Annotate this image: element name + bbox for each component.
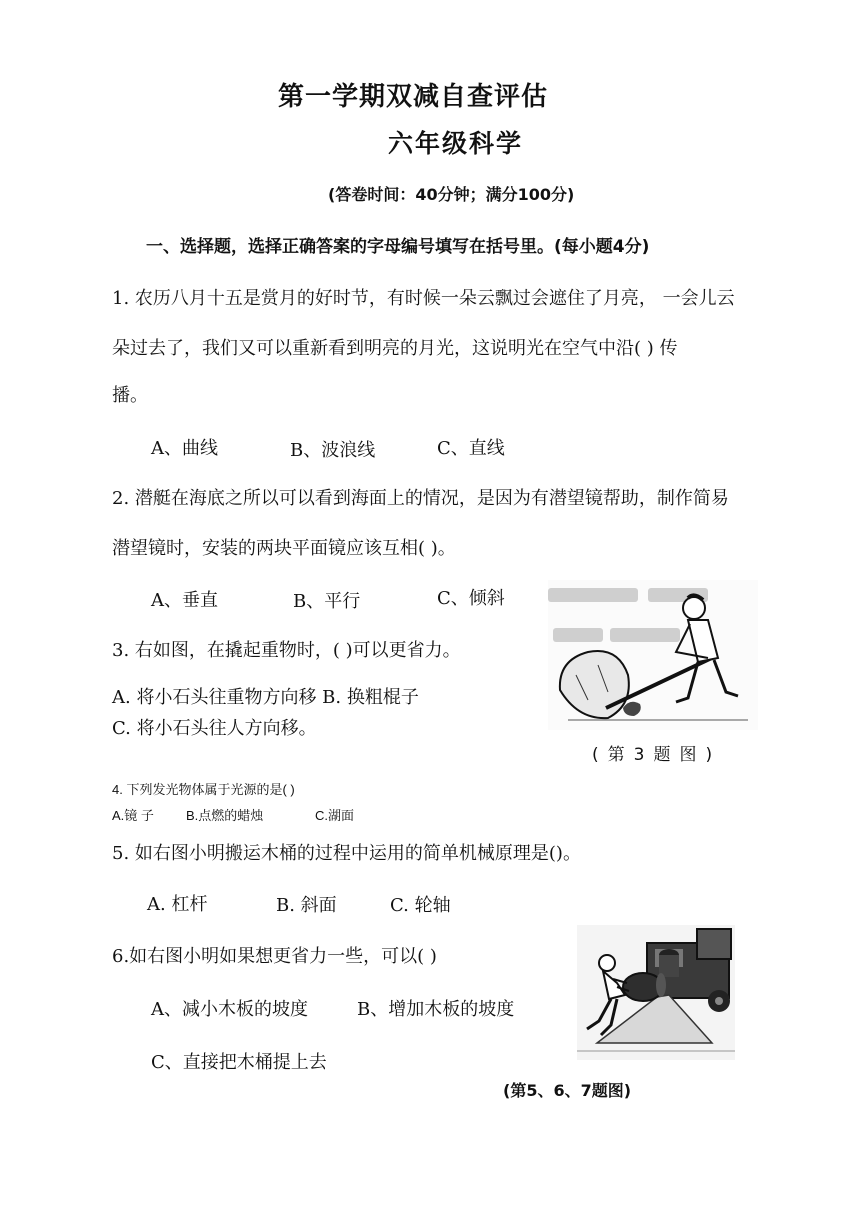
q6-option-b: B、增加木板的坡度	[357, 999, 515, 1020]
q3-option-line-1: A. 将小石头往重物方向移 B. 换粗棍子	[112, 687, 419, 708]
section-heading: 一、选择题，选择正确答案的字母编号填写在括号里。(每小题4分)	[146, 237, 650, 257]
q4-option-c: C.湖面	[315, 808, 355, 823]
q1-line-3: 播。	[112, 385, 148, 406]
q5-line-1: 5. 如右图小明搬运木桶的过程中运用的简单机械原理是()。	[112, 843, 581, 864]
q1-option-a: A、曲线	[151, 438, 218, 459]
q1-option-c: C、直线	[437, 438, 505, 459]
exam-subtitle: 六年级科学	[388, 129, 524, 158]
exam-info: (答卷时间：40分钟；满分100分)	[328, 185, 575, 204]
q5-option-a: A. 杠杆	[147, 894, 208, 915]
q1-line-1: 1. 农历八月十五是赏月的好时节，有时候一朵云飘过会遮住了月亮， 一会儿云	[112, 288, 735, 309]
q3-line-1: 3. 右如图，在撬起重物时，( )可以更省力。	[112, 640, 461, 661]
q2-option-a: A、垂直	[151, 590, 218, 611]
q4-line-1: 4. 下列发光物体属于光源的是( )	[112, 782, 295, 797]
figure-1-caption: (第3题图)	[592, 745, 722, 765]
q2-line-1: 2. 潜艇在海底之所以可以看到海面上的情况，是因为有潜望镜帮助，制作简易	[112, 488, 729, 509]
q5-option-c: C. 轮轴	[390, 895, 451, 916]
q1-option-b: B、波浪线	[290, 440, 376, 461]
q4-option-a: A.镜 子	[112, 808, 154, 823]
q3-option-line-2: C. 将小石头往人方向移。	[112, 718, 317, 739]
exam-title: 第一学期双减自查评估	[278, 82, 549, 112]
q5-option-b: B. 斜面	[276, 895, 337, 916]
figure-2-caption: (第5、6、7题图)	[503, 1081, 632, 1100]
q4-option-b: B.点燃的蜡烛	[186, 808, 264, 823]
q6-option-a: A、减小木板的坡度	[151, 999, 308, 1020]
ramp-truck-figure	[577, 925, 735, 1060]
q1-line-2: 朵过去了，我们又可以重新看到明亮的月光，这说明光在空气中沿( ) 传	[112, 338, 678, 359]
q2-line-2: 潜望镜时，安装的两块平面镜应该互相( )。	[112, 538, 456, 559]
q6-line-1: 6.如右图小明如果想更省力一些，可以( )	[112, 946, 437, 967]
lever-figure	[548, 580, 758, 730]
q2-option-b: B、平行	[293, 591, 361, 612]
q2-option-c: C、倾斜	[437, 588, 505, 609]
q6-option-c: C、直接把木桶提上去	[151, 1052, 327, 1073]
